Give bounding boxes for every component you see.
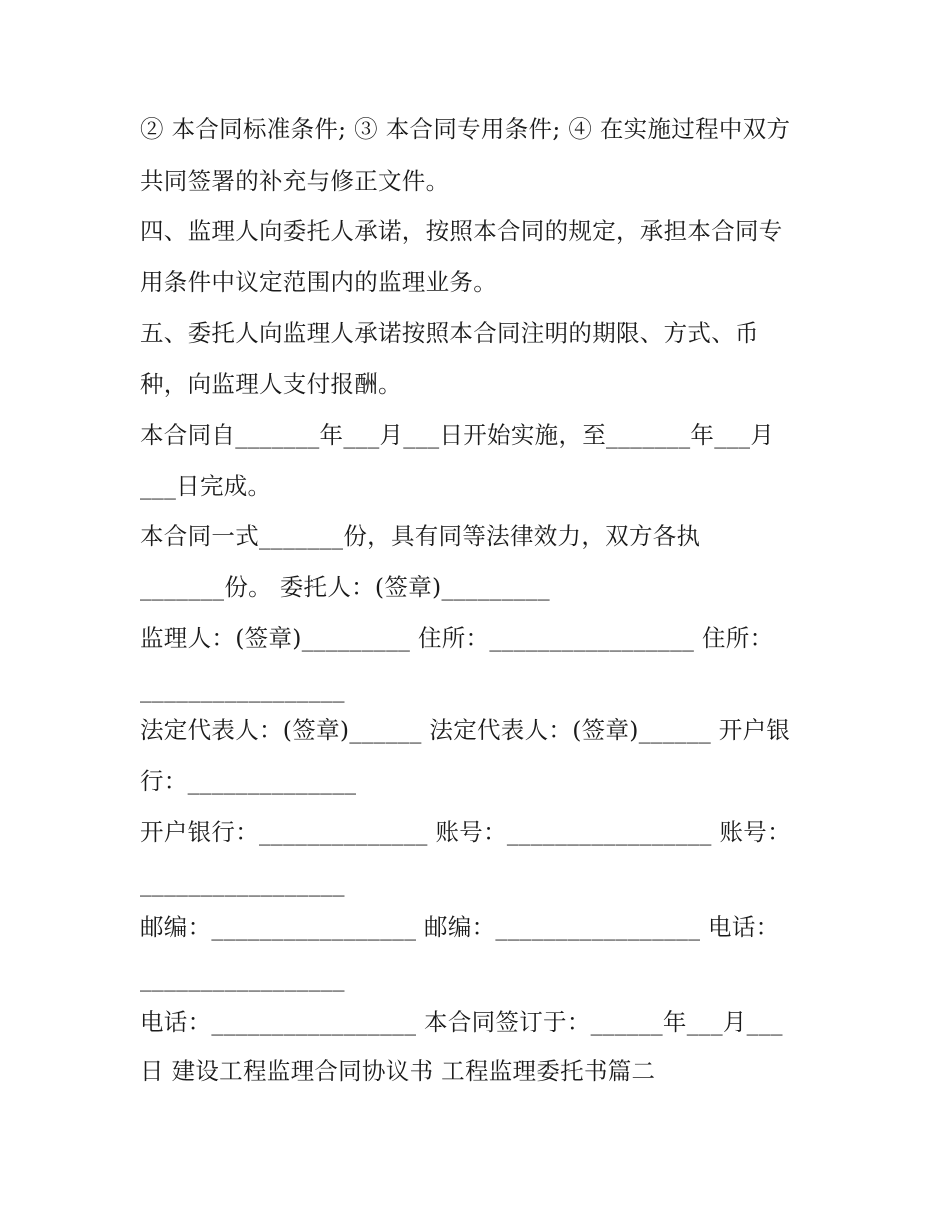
text-line-phone-signing-date: 电话：_________________ 本合同签订于：______年___月___ [140,1008,783,1036]
text-line-clause-five: 五、委托人向监理人承诺按照本合同注明的期限、方式、币 [140,319,759,347]
text-line-clause-four: 四、监理人向委托人承诺，按照本合同的规定，承担本合同专 [140,217,783,245]
text-line-bank-account: 开户银行：______________ 账号：_________________ 账号： [140,818,791,846]
text-line-account-blank: _________________ [140,869,345,897]
text-line-supervisor-address: 监理人：(签章)_________ 住所：_________________ 住所： [140,624,774,652]
text-line-contract-period: 本合同自_______年___月___日开始实施，至_______年___月 [140,421,775,449]
text-line-copies: 本合同一式_______份，具有同等法律效力，双方各执 [140,522,701,550]
text-line-bank-blank: 行：______________ [140,767,357,795]
text-line-supplement-documents: 共同签署的补充与修正文件。 [140,167,450,195]
text-line-postcode-phone: 邮编：_________________ 邮编：_________________ 电话： [140,913,780,941]
text-line-address-blank: _________________ [140,675,345,703]
text-line-clause-five-cont: 种，向监理人支付报酬。 [140,370,402,398]
text-line-contract-period-end: ___日完成。 [140,472,272,500]
text-line-standard-conditions: ② 本合同标准条件; ③ 本合同专用条件; ④ 在实施过程中双方 [140,115,791,143]
text-line-copies-client-signature: _______份。 委托人：(签章)_________ [140,573,550,601]
text-line-phone-blank: _________________ [140,964,345,992]
text-line-legal-representatives: 法定代表人：(签章)______ 法定代表人：(签章)______ 开户银 [140,716,791,744]
text-line-clause-four-cont: 用条件中议定范围内的监理业务。 [140,268,497,296]
text-line-section-title: 日 建设工程监理合同协议书 工程监理委托书篇二 [140,1057,656,1085]
